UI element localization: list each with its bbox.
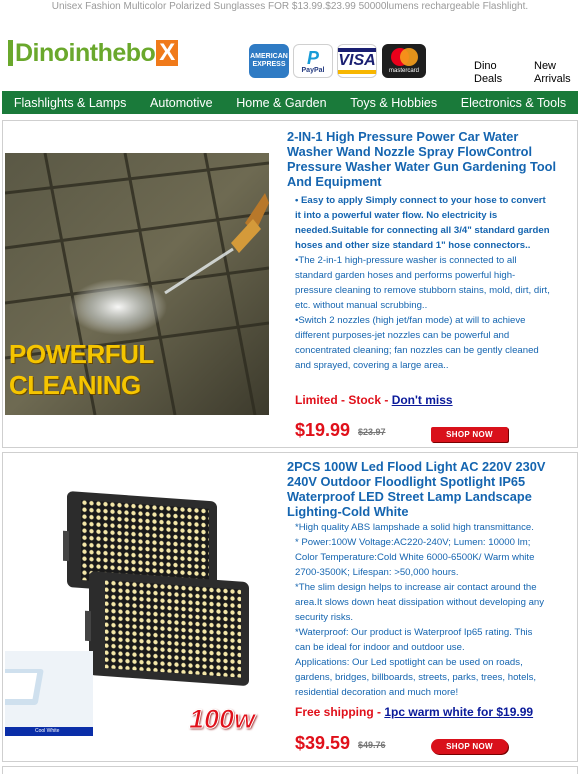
image-caption: POWERFUL CLEANING — [9, 339, 154, 400]
visa-label: VISA — [338, 52, 376, 69]
description-paragraph: •Switch 2 nozzles (high jet/fan mode) at will to achieve different purposes-jet nozzles can be powerful and concentrated cleaning; fan nozzles can be gently cleaned and sprayed, covering a large area.. — [295, 315, 539, 371]
amex-label: AMERICAN EXPRESS — [250, 53, 288, 68]
shop-now-button[interactable]: SHOP NOW — [431, 739, 508, 754]
product-description — [295, 193, 551, 373]
description-paragraph: * Power:100W Voltage:AC220-240V; Lumen: 10000 lm; Color Temperature:Cold White 6000-6500K/ Warm white 2700-3500K; Lifespan: >50,000 hours. — [295, 537, 535, 578]
mastercard-yellow-circle — [400, 48, 418, 66]
paypal-label: PayPal — [301, 66, 325, 74]
cool-white-tag: Cool White — [5, 727, 93, 736]
description-paragraph: *High quality ABS lampshade a solid high transmittance. — [295, 522, 534, 533]
product-title[interactable]: 2-IN-1 High Pressure Power Car Water Washer Wand Nozzle Spray FlowControl Pressure Washer Water Gun Gardening Tool And Equipment — [287, 129, 557, 189]
preheader-text: Unisex Fashion Multicolor Polarized Sunglasses FOR $13.99.$23.99 50000lumens rechargeable Flashlight. — [51, 1, 529, 12]
store-logo[interactable] — [8, 38, 178, 68]
dino-deals-link[interactable]: Dino Deals — [474, 60, 503, 85]
product-card-next — [2, 766, 578, 774]
email-header — [0, 30, 580, 86]
product-card-water-washer — [2, 120, 578, 448]
paypal-mark: P — [306, 47, 319, 68]
new-arrivals-link[interactable]: New Arrivals — [534, 60, 571, 85]
nav-item-toys-hobbies[interactable]: Toys & Hobbies — [350, 95, 438, 110]
nav-item-automotive[interactable]: Automotive — [150, 95, 213, 110]
logo-text: Dinointhebo — [15, 38, 156, 67]
logo-mark — [8, 40, 13, 66]
product-price: $19.99 — [295, 420, 351, 440]
flood-light-photo — [5, 481, 271, 735]
product-title[interactable]: 2PCS 100W Led Flood Light AC 220V 230V 240V Outdoor Floodlight Spotlight IP65 Waterproof LED Street Lamp Landscape Lighting-Cold White — [287, 459, 546, 519]
description-highlight: • Easy to apply Simply connect to your hose to convert it into a powerful water flow. No electricity is needed.Suitable for connecting all 3/4" standard garden hoses and other size standard 1" hose connectors.. — [295, 195, 550, 251]
visa-bar-bottom — [338, 70, 376, 74]
product-card-flood-light — [2, 452, 578, 762]
product-old-price: $49.76 — [358, 740, 386, 750]
product-description — [295, 520, 547, 700]
paypal-icon — [293, 44, 333, 78]
wattage-badge: 100w — [189, 704, 256, 734]
product-image-flood-light[interactable] — [5, 481, 271, 735]
mastercard-circles — [389, 48, 419, 66]
description-paragraph: *Waterproof: Our product is Waterproof Ip65 rating. This can be ideal for indoor and outdoor use. — [295, 627, 533, 653]
stock-label: Free shipping - — [295, 705, 385, 719]
nav-item-home-garden[interactable]: Home & Garden — [236, 95, 327, 110]
product-old-price: $23.97 — [358, 427, 386, 437]
product-image-water-washer[interactable] — [5, 153, 269, 415]
nav-item-electronics-tools[interactable]: Electronics & Tools — [460, 95, 567, 110]
stock-notice — [295, 393, 453, 407]
nav-item-flashlights-lamps[interactable]: Flashlights & Lamps — [13, 95, 127, 110]
product-price: $39.59 — [295, 733, 351, 753]
stock-label: Limited - Stock - — [295, 393, 392, 407]
shop-now-button[interactable]: SHOP NOW — [431, 427, 508, 442]
category-nav — [2, 91, 578, 114]
amex-icon — [249, 44, 289, 78]
mastercard-icon — [382, 44, 426, 78]
warm-white-offer-link[interactable]: 1pc warm white for $19.99 — [384, 705, 534, 719]
description-paragraph: *The slim design helps to increase air contact around the area.It slows down heat dissipation without developing any security risks. — [295, 582, 545, 623]
mastercard-label: mastercard — [388, 68, 419, 74]
description-paragraph: Applications: Our Led spotlight can be used on roads, gardens, bridges, billboards, streets, parks, trees, hotels, residential decoration and much more! — [295, 657, 537, 698]
stock-notice — [295, 705, 533, 719]
logo-x: X — [156, 40, 178, 66]
visa-icon — [337, 44, 377, 78]
dont-miss-link[interactable]: Don't miss — [391, 393, 453, 407]
description-paragraph: •The 2-in-1 high-pressure washer is connected to all standard garden hoses and performs powerful high-pressure cleaning to remove stubborn stains, mold, dirt, dirt, etc. without manual scrubbing.. — [295, 255, 550, 311]
